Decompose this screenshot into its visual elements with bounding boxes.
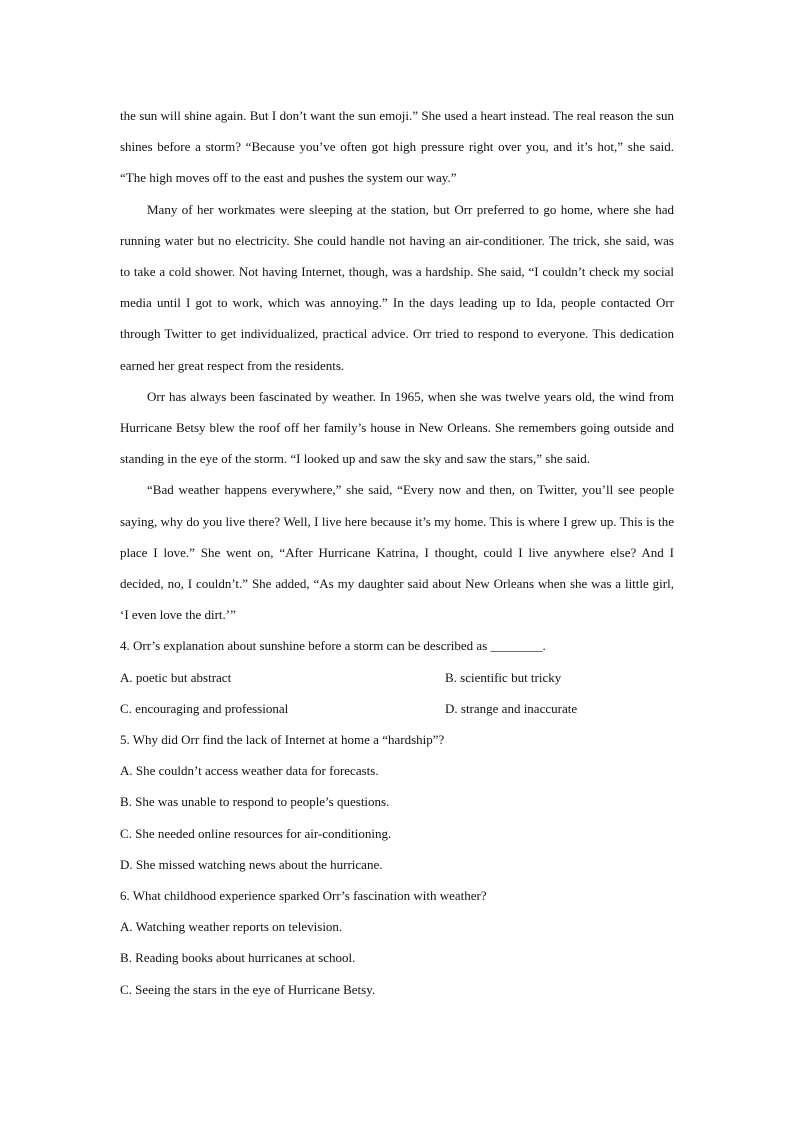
question-4-options-row-2: [120, 693, 674, 724]
question-5-option-d: D. She missed watching news about the hurricane.: [120, 856, 383, 872]
question-4-option-c: C. encouraging and professional: [120, 700, 289, 716]
question-5-option-b: B. She was unable to respond to people’s questions.: [120, 794, 390, 810]
question-6-option-a: A. Watching weather reports on television.: [120, 919, 343, 935]
question-5-stem: 5. Why did Orr find the lack of Internet at home a “hardship”?: [120, 732, 445, 748]
question-6-option-b: B. Reading books about hurricanes at school.: [120, 950, 356, 966]
question-5-option-a: A. She couldn’t access weather data for forecasts.: [120, 763, 379, 779]
question-4-option-a: A. poetic but abstract: [120, 669, 232, 685]
question-5-option-c: C. She needed online resources for air-conditioning.: [120, 825, 392, 841]
question-6-option-c: C. Seeing the stars in the eye of Hurricane Betsy.: [120, 981, 376, 997]
question-4-stem: 4. Orr’s explanation about sunshine before a storm can be described as ________.: [120, 638, 546, 654]
question-6-stem: 6. What childhood experience sparked Orr’s fascination with weather?: [120, 888, 487, 904]
question-4-options-row-1: [120, 662, 674, 693]
passage-paragraph-1: the sun will shine again. But I don’t want the sun emoji.” She used a heart instead. The real reason the sun shines before a storm? “Because you’ve often got high pressure right over you, and it’s hot,” she said. “The high moves off to the east and pushes the system our way.”: [120, 108, 674, 186]
passage-paragraph-3: Orr has always been fascinated by weather. In 1965, when she was twelve years old, the wind from Hurricane Betsy blew the roof off her family’s house in New Orleans. She remembers going outside and standing in the eye of the storm. “I looked up and saw the sky and saw the stars,” she said.: [120, 388, 674, 467]
question-4-option-d: D. strange and inaccurate: [445, 700, 578, 716]
passage-paragraph-4: “Bad weather happens everywhere,” she said, “Every now and then, on Twitter, you’ll see people saying, why do you live there? Well, I live here because it’s my home. This is where I grew up. This is the place I love.” She went on, “After Hurricane Katrina, I thought, could I live anywhere else? And I decided, no, I couldn’t.” She added, “As my daughter said about New Orleans when she was a little girl, ‘I even love the dirt.’”: [120, 482, 674, 623]
question-4-option-b: B. scientific but tricky: [445, 669, 562, 685]
passage-paragraph-2: Many of her workmates were sleeping at the station, but Orr preferred to go home, where she had running water but no electricity. She could handle not having an air-conditioner. The trick, she said, was to take a cold shower. Not having Internet, though, was a hardship. She said, “I couldn’t check my social media until I got to work, which was annoying.” In the days leading up to Ida, people contacted Orr through Twitter to get individualized, practical advice. Orr tried to respond to everyone. This dedication earned her great respect from the residents.: [120, 201, 674, 373]
document-page: [120, 100, 674, 1005]
